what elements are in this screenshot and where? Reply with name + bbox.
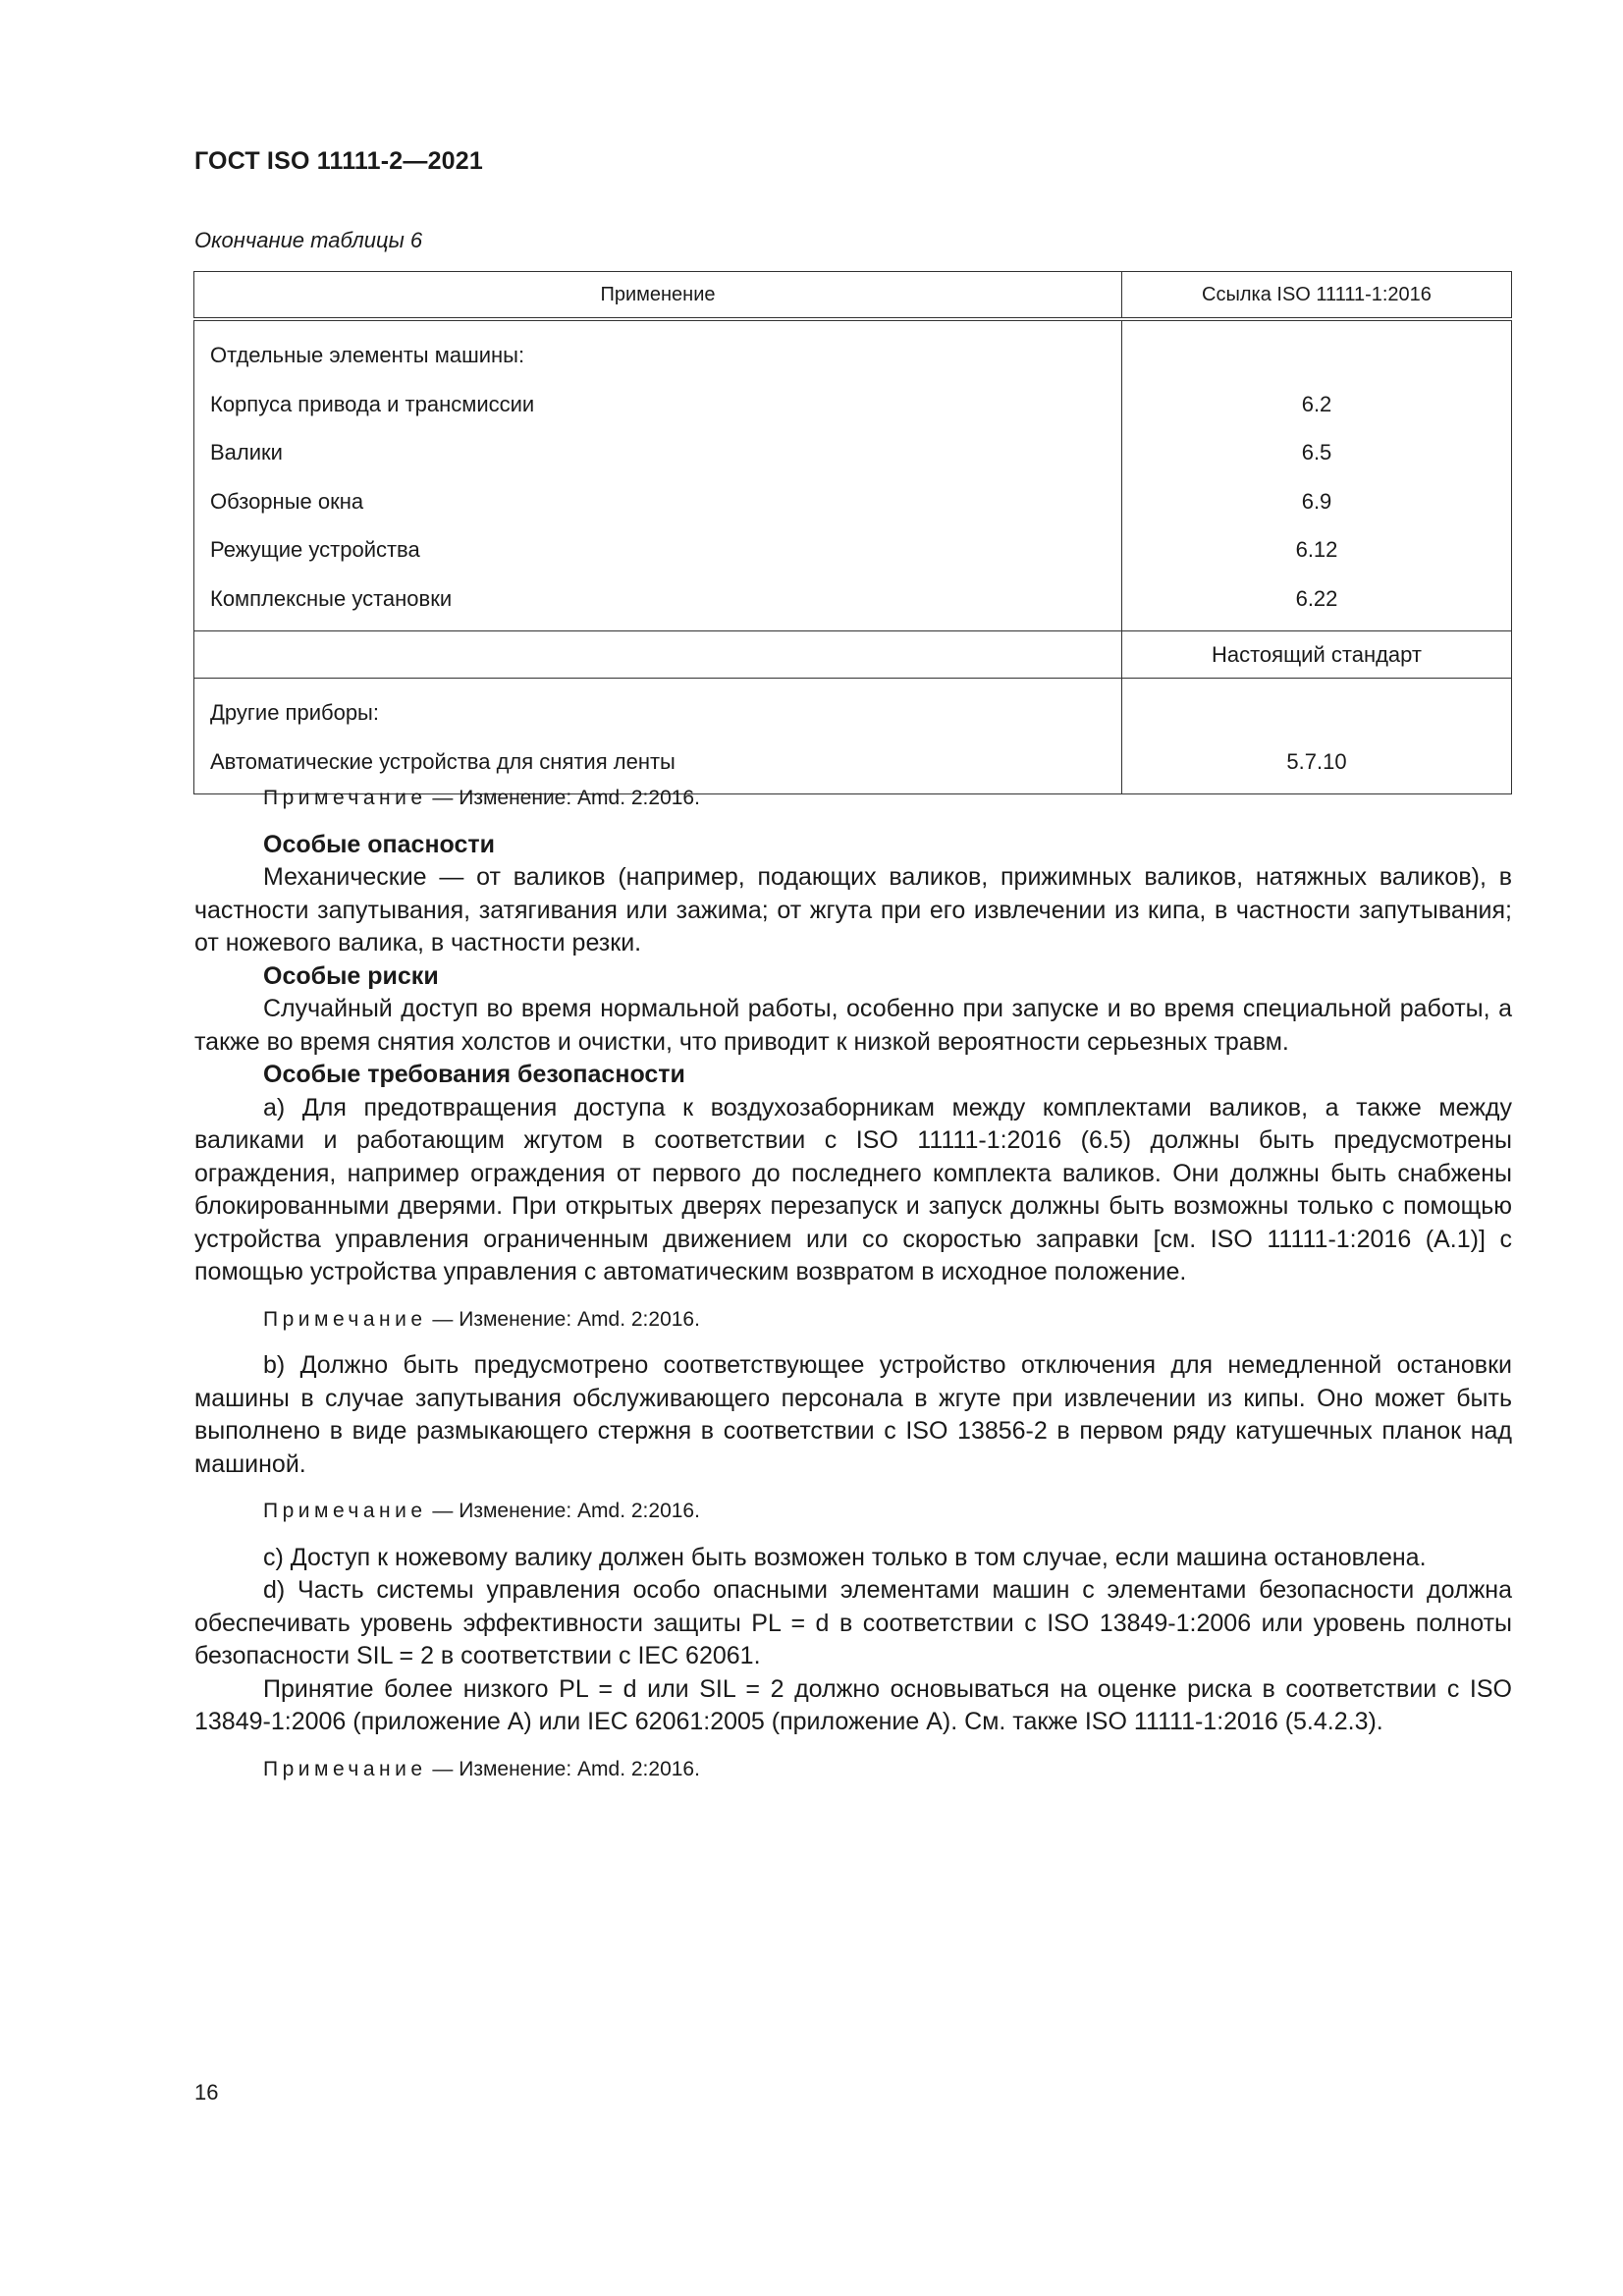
application-cell (194, 319, 1122, 631)
application-cell (194, 679, 1122, 794)
paragraph-requirement-d: d) Часть системы управления особо опасными элементами машин с элементами безопасности должна обеспечивать уровень эффективности защиты PL = d в соответствии с ISO 13849-1:2006 или уровень полноты безопасности SIL = 2 в соответствии с IEC 62061. (194, 1576, 1512, 1669)
note-text: — Изменение: Amd. 2:2016. (426, 1757, 700, 1780)
reference-line: 6.22 (1295, 585, 1338, 611)
section-heading-requirements: Особые требования безопасности (263, 1061, 685, 1088)
note-label: Примечание (263, 1500, 427, 1522)
paragraph-requirement-d2: Принятие более низкого PL = d или SIL = 2 должно основываться на оценке риска в соответствии с ISO 13849-1:2006 (приложение A) или IEC 62061:2005 (приложение A). См. также ISO 11111-1:2016 (5.4.2.3). (194, 1674, 1512, 1735)
table-row-other-devices (194, 679, 1512, 794)
application-line: Автоматические устройства для снятия ленты (210, 748, 676, 774)
note (194, 1495, 1512, 1528)
column-header-application: Применение (194, 272, 1122, 320)
paragraph-risks: Случайный доступ во время нормальной работы, особенно при запуске и во время специальной работы, а также во время снятия холстов и очистки, что приводит к низкой вероятности серьезных травм. (194, 995, 1512, 1056)
reference-line: 6.2 (1301, 391, 1332, 416)
application-line: Обзорные окна (210, 488, 364, 514)
note-text: — Изменение: Amd. 2:2016. (426, 787, 700, 809)
note (194, 1303, 1512, 1337)
document-header: ГОСТ ISO 11111-2—2021 (194, 147, 483, 175)
table-row-standard (194, 631, 1512, 679)
paragraph-requirement-c: c) Доступ к ножевому валику должен быть возможен только в том случае, если машина остановлена. (263, 1543, 1427, 1571)
note-text: — Изменение: Amd. 2:2016. (426, 1307, 700, 1331)
note-text: — Изменение: Amd. 2:2016. (426, 1500, 700, 1522)
reference-cell: Настоящий стандарт (1122, 631, 1512, 679)
reference-line: 6.9 (1301, 488, 1332, 514)
table-caption: Окончание таблицы 6 (194, 228, 423, 252)
note-label: Примечание (263, 1757, 427, 1780)
application-line: Корпуса привода и трансмиссии (210, 391, 535, 416)
application-table (193, 271, 1512, 794)
section-heading-risks: Особые риски (263, 961, 439, 990)
reference-line: 6.5 (1301, 440, 1332, 465)
note-label: Примечание (263, 787, 427, 809)
section-heading-hazards: Особые опасности (263, 830, 495, 858)
paragraph-hazards: Механические — от валиков (например, подающих валиков, прижимных валиков, натяжных валиков), в частности запутывания, затягивания или зажима; от жгута при его извлечении из кипа, в частности запутывания; от ножевого валика, в частности резки. (194, 863, 1512, 957)
page-number: 16 (194, 2080, 219, 2105)
application-cell (194, 631, 1122, 679)
reference-line (1122, 688, 1511, 738)
reference-cell (1122, 319, 1512, 631)
application-line: Режущие устройства (210, 537, 420, 562)
document-body (194, 782, 1512, 1799)
paragraph-requirement-b: b) Должно быть предусмотрено соответствующее устройство отключения для немедленной остановки машины в случае запутывания обслуживающего персонала в жгуте при извлечении из кипы. Оно может быть выполнено в виде размыкающего стержня в соответствии с ISO 13856-2 в первом ряду катушечных планок над машиной. (194, 1351, 1512, 1478)
application-line: Другие приборы: (210, 700, 379, 725)
application-line: Комплексные установки (210, 585, 453, 611)
application-line: Отдельные элементы машины: (210, 343, 525, 367)
reference-line: 5.7.10 (1286, 748, 1347, 774)
paragraph-requirement-a: a) Для предотвращения доступа к воздухозаборникам между комплектами валиков, а также между валиками и работающим жгутом в соответствии с ISO 11111-1:2016 (6.5) должны быть предусмотрены ограждения, например ограждения от первого до последнего комплекта валиков. Они должны быть снабжены блокированными дверями. При открытых дверях перезапуск и запуск должны быть возможны только с помощью устройства управления ограниченным движением или со скоростью заправки [см. ISO 11111-1:2016 (A.1)] с помощью устройства управления с автоматическим возвратом в исходное положение. (194, 1093, 1512, 1285)
note (194, 1753, 1512, 1786)
table-row-machine-elements (194, 319, 1512, 631)
reference-line (1122, 331, 1511, 380)
note (194, 782, 1512, 815)
table-header-row (194, 272, 1512, 320)
note-label: Примечание (263, 1307, 427, 1331)
reference-cell (1122, 679, 1512, 794)
column-header-reference: Ссылка ISO 11111-1:2016 (1122, 272, 1512, 320)
reference-line: 6.12 (1295, 537, 1338, 562)
application-line: Валики (210, 440, 283, 465)
